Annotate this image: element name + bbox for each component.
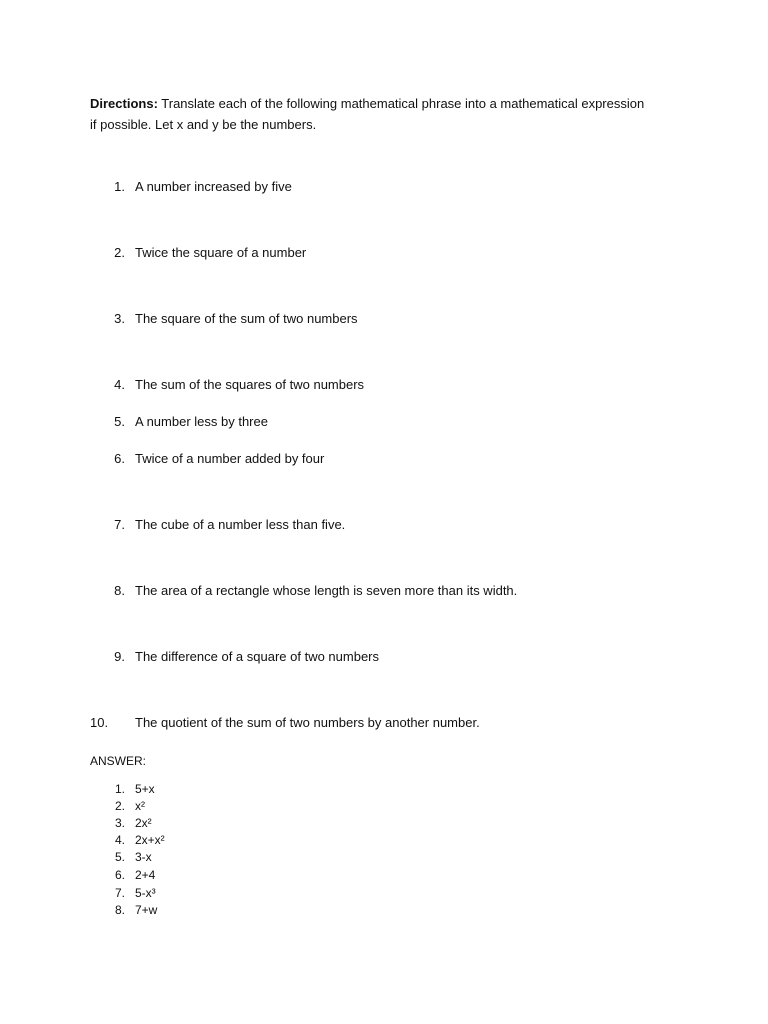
- question-item: [0, 178, 700, 196]
- question-number: 2.: [114, 245, 125, 260]
- question-item: [0, 648, 700, 666]
- answer-text: 2+4: [135, 868, 156, 882]
- answer-item: [0, 902, 400, 919]
- answer-number: 7.: [114, 886, 125, 900]
- question-text: The cube of a number less than five.: [135, 517, 346, 532]
- answer-item: [0, 815, 400, 832]
- question-text: Twice the square of a number: [135, 245, 307, 260]
- answer-text: 7+w: [135, 903, 158, 917]
- question-item: [0, 450, 700, 468]
- answer-item: [0, 867, 400, 884]
- question-number: 4.: [114, 377, 125, 392]
- directions-label: Directions:: [90, 96, 158, 111]
- answer-item: [0, 798, 400, 815]
- question-item: [0, 516, 700, 534]
- question-text: Twice of a number added by four: [135, 451, 325, 466]
- question-item: [0, 376, 700, 394]
- question-item: [0, 714, 700, 732]
- answer-text: x²: [135, 799, 145, 813]
- answer-number: 6.: [114, 868, 125, 882]
- question-text: The area of a rectangle whose length is seven more than its width.: [135, 583, 518, 598]
- answer-text: 5+x: [135, 782, 155, 796]
- answer-item: [0, 849, 400, 866]
- answer-item: [0, 885, 400, 902]
- directions-paragraph: [90, 93, 650, 135]
- question-number: 7.: [114, 517, 125, 532]
- question-item: [0, 582, 700, 600]
- answer-number: 3.: [114, 816, 125, 830]
- answer-number: 4.: [114, 833, 125, 847]
- directions-text: Translate each of the following mathematical phrase into a mathematical expression if possible. Let x and y be the numbers.: [90, 96, 645, 132]
- question-text: The difference of a square of two numbers: [135, 649, 380, 664]
- answer-text: 3-x: [135, 850, 152, 864]
- answer-heading: ANSWER:: [90, 754, 147, 768]
- question-text: A number less by three: [135, 414, 268, 429]
- question-number: 3.: [114, 311, 125, 326]
- answer-number: 8.: [114, 903, 125, 917]
- answer-item: [0, 781, 400, 798]
- question-item: [0, 244, 700, 262]
- question-number: 8.: [114, 583, 125, 598]
- question-text: The sum of the squares of two numbers: [135, 377, 365, 392]
- question-number: 5.: [114, 414, 125, 429]
- answer-number: 1.: [114, 782, 125, 796]
- answer-number: 5.: [114, 850, 125, 864]
- question-text: A number increased by five: [135, 179, 292, 194]
- question-item: [0, 413, 700, 431]
- answer-number: 2.: [114, 799, 125, 813]
- question-number: 1.: [114, 179, 125, 194]
- question-number: 6.: [114, 451, 125, 466]
- answer-item: [0, 832, 400, 849]
- question-number: 10.: [90, 715, 109, 730]
- answer-text: 2x+x²: [135, 833, 165, 847]
- answer-text: 5-x³: [135, 886, 156, 900]
- answer-text: 2x²: [135, 816, 152, 830]
- question-number: 9.: [114, 649, 125, 664]
- question-item: [0, 310, 700, 328]
- question-text: The quotient of the sum of two numbers by another number.: [135, 715, 480, 730]
- question-text: The square of the sum of two numbers: [135, 311, 358, 326]
